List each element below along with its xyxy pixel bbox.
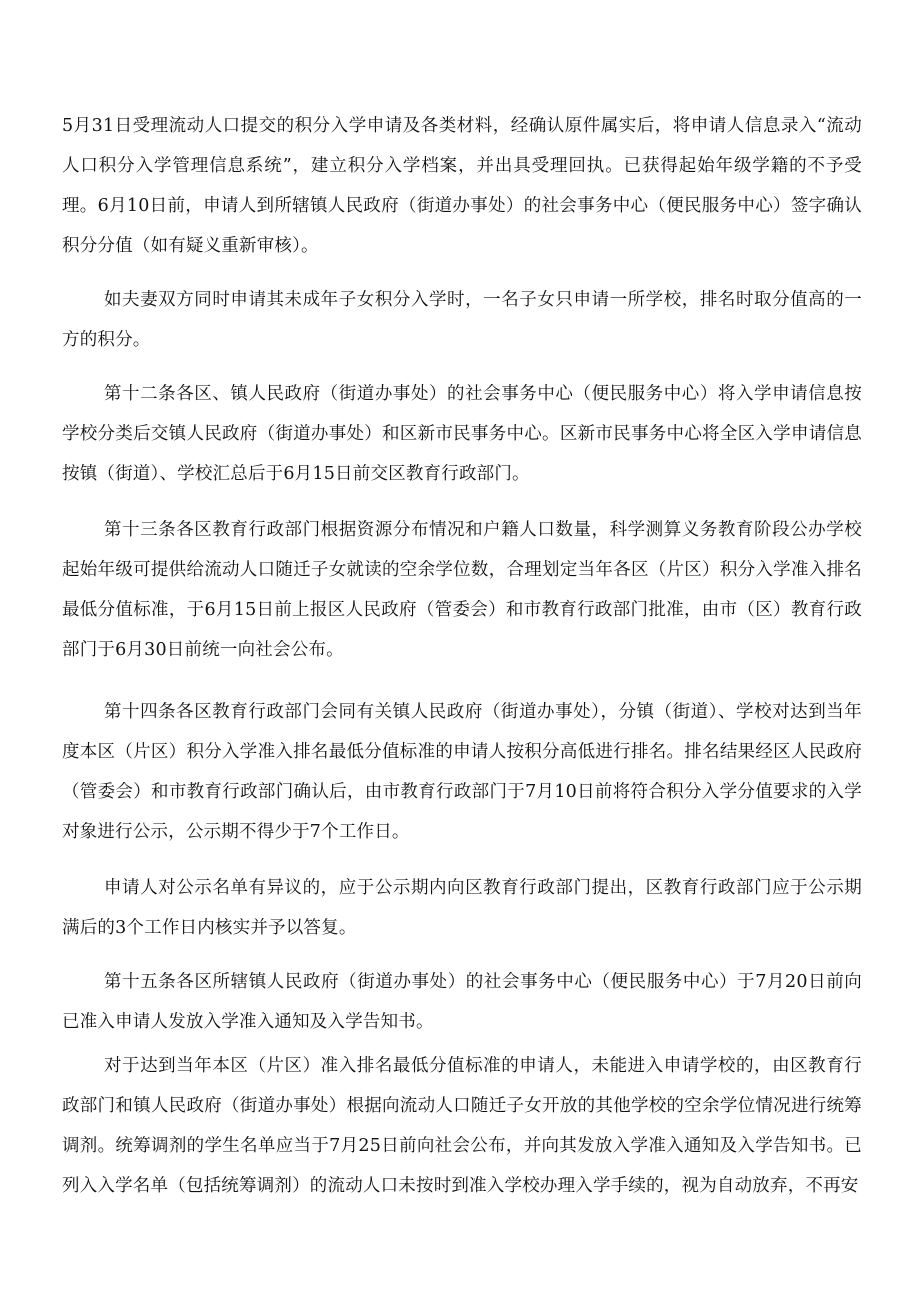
- paragraph-article-14: 第十四条各区教育行政部门会同有关镇人民政府（街道办事处），分镇（街道）、学校对达到当年度本区（片区）积分入学准入排名最低分值标准的申请人按积分高低进行排名。排名结果经区人民政府（管委会）和市教育行政部门确认后，由市教育行政部门于7月10日前将符合积分入学分值要求的入学对象进行公示，公示期不得少于7个工作日。: [62, 702, 862, 842]
- paragraph-objection: 申请人对公示名单有异议的，应于公示期内向区教育行政部门提出，区教育行政部门应于公示期满后的3个工作日内核实并予以答复。: [62, 878, 862, 938]
- paragraph-article-12: 第十二条各区、镇人民政府（街道办事处）的社会事务中心（便民服务中心）将入学申请信息按学校分类后交镇人民政府（街道办事处）和区新市民事务中心。区新市民事务中心将全区入学申请信息按镇（街道）、学校汇总后于6月15日前交区教育行政部门。: [62, 384, 862, 484]
- paragraph-article-13: 第十三条各区教育行政部门根据资源分布情况和户籍人口数量，科学测算义务教育阶段公办学校起始年级可提供给流动人口随迁子女就读的空余学位数，合理划定当年各区（片区）积分入学准入排名最低分值标准，于6月15日前上报区人民政府（管委会）和市教育行政部门批准，由市（区）教育行政部门于6月30日前统一向社会公布。: [62, 520, 862, 660]
- paragraph-article-15: 第十五条各区所辖镇人民政府（街道办事处）的社会事务中心（便民服务中心）于7月20日前向已准入申请人发放入学准入通知及入学告知书。: [62, 972, 862, 1032]
- paragraph-coordinated-adjustment: 对于达到当年本区（片区）准入排名最低分值标准的申请人，未能进入申请学校的，由区教育行政部门和镇人民政府（街道办事处）根据向流动人口随迁子女开放的其他学校的空余学位情况进行统筹调剂。统筹调剂的学生名单应当于7月25日前向社会公布，并向其发放入学准入通知及入学告知书。已列入入学名单（包括统筹调剂）的流动人口未按时到准入学校办理入学手续的，视为自动放弃，不再安: [62, 1056, 862, 1196]
- paragraph-couple-application: 如夫妻双方同时申请其未成年子女积分入学时，一名子女只申请一所学校，排名时取分值高的一方的积分。: [62, 290, 862, 350]
- paragraph-acceptance: 5月31日受理流动人口提交的积分入学申请及各类材料，经确认原件属实后，将申请人信息录入“流动人口积分入学管理信息系统”，建立积分入学档案，并出具受理回执。已获得起始年级学籍的不予受理。6月10日前，申请人到所辖镇人民政府（街道办事处）的社会事务中心（便民服务中心）签字确认积分分值（如有疑义重新审核）。: [62, 116, 862, 256]
